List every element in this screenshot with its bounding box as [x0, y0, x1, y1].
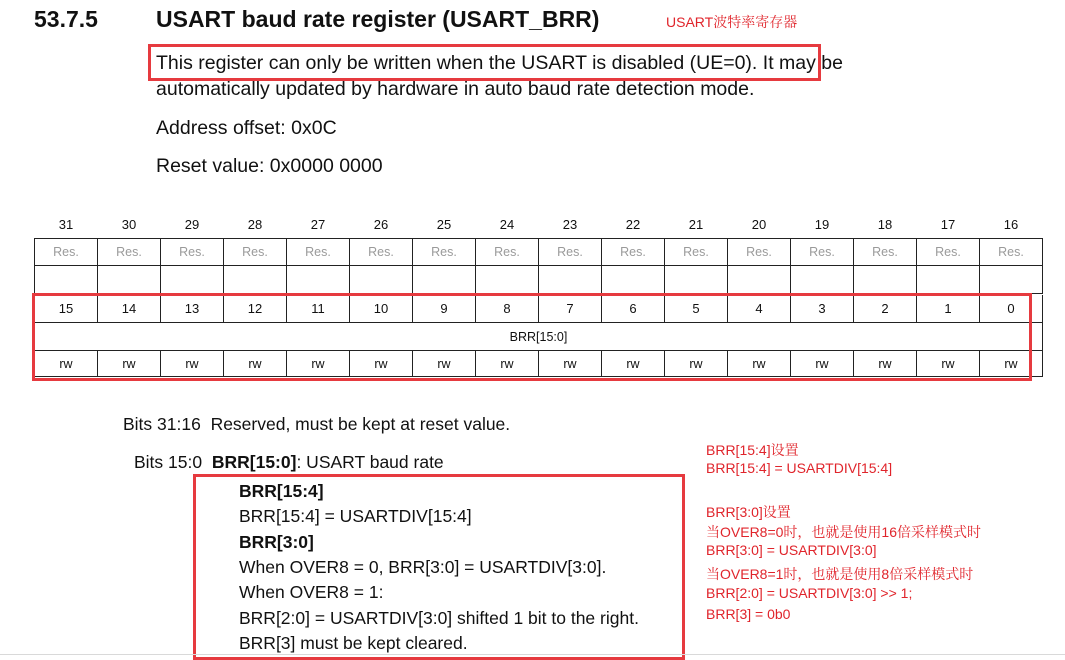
brr-bits-text: : USART baud rate [296, 452, 444, 472]
bit-number: 17 [940, 216, 956, 232]
access-cell: rw [602, 351, 665, 377]
annotation-note: BRR[3] = 0b0 [706, 606, 791, 622]
reserved-cell: Res. [161, 239, 224, 266]
bit-number: 5 [665, 295, 728, 323]
brr-desc-line: When OVER8 = 1: [239, 582, 384, 602]
bit-number: 9 [413, 295, 476, 323]
register-highlight-box [32, 293, 1032, 381]
bit-number: 29 [184, 216, 200, 232]
reserved-cell: Res. [665, 239, 728, 266]
brr-desc-line: BRR[3] must be kept cleared. [239, 633, 468, 653]
bit-number: 19 [814, 216, 830, 232]
reserved-cell: Res. [413, 239, 476, 266]
section-title: USART baud rate register (USART_BRR) [156, 6, 600, 32]
access-cell: rw [35, 351, 98, 377]
access-cell: rw [413, 351, 476, 377]
reserved-cell: Res. [980, 239, 1043, 266]
intro-line-2: automatically updated by hardware in auto baud rate detection mode. [156, 78, 755, 100]
page-bottom-divider [0, 654, 1065, 655]
reserved-cell: Res. [350, 239, 413, 266]
annotation-note: BRR[3:0] = USARTDIV[3:0] [706, 542, 877, 558]
bit-number: 14 [98, 295, 161, 323]
reserved-cell: Res. [98, 239, 161, 266]
bit-number: 13 [161, 295, 224, 323]
bit-number: 21 [688, 216, 704, 232]
brr-desc-line: BRR[3:0] [239, 532, 314, 552]
annotation-note: BRR[15:4] = USARTDIV[15:4] [706, 460, 893, 476]
access-cell: rw [350, 351, 413, 377]
bit-number: 0 [980, 295, 1043, 323]
access-cell: rw [476, 351, 539, 377]
intro-rest-text: It may be [757, 52, 843, 74]
brr-desc-line: BRR[15:4] [239, 481, 324, 501]
section-number: 53.7.5 [34, 6, 98, 32]
bit-number: 24 [499, 216, 515, 232]
bit-number: 27 [310, 216, 326, 232]
access-cell: rw [917, 351, 980, 377]
reserved-cell: Res. [224, 239, 287, 266]
address-offset: Address offset: 0x0C [156, 117, 337, 139]
reserved-cell: Res. [476, 239, 539, 266]
register-upper-table [34, 210, 1043, 294]
bit-number: 3 [791, 295, 854, 323]
reserved-cell: Res. [854, 239, 917, 266]
bit-number: 16 [1003, 216, 1019, 232]
bit-number: 30 [121, 216, 137, 232]
bit-number: 6 [602, 295, 665, 323]
brr-bits-desc [134, 452, 444, 473]
bit-number: 25 [436, 216, 452, 232]
upper-access-row [35, 266, 1043, 294]
access-cell: rw [539, 351, 602, 377]
bit-number: 26 [373, 216, 389, 232]
access-cell: rw [665, 351, 728, 377]
brr-desc-line: BRR[2:0] = USARTDIV[3:0] shifted 1 bit to the right. [239, 608, 639, 628]
annotation-note: BRR[15:4]设置 [706, 442, 799, 458]
bit-number: 4 [728, 295, 791, 323]
brr-bits-range: Bits 15:0 [134, 452, 203, 472]
bit-number: 28 [247, 216, 263, 232]
bit-number: 2 [854, 295, 917, 323]
access-cell: rw [980, 351, 1043, 377]
annotation-note: BRR[2:0] = USARTDIV[3:0] >> 1; [706, 585, 913, 601]
reset-value: Reset value: 0x0000 0000 [156, 155, 383, 177]
annotation-note: 当OVER8=1时，也就是使用8倍采样模式时 [706, 566, 974, 582]
access-cell: rw [98, 351, 161, 377]
upper-bit-numbers [35, 210, 1043, 239]
reserved-cell: Res. [35, 239, 98, 266]
bit-number: 22 [625, 216, 641, 232]
reserved-bits-desc [123, 414, 510, 435]
reserved-row [35, 239, 1043, 266]
bit-number: 31 [58, 216, 74, 232]
bit-number: 11 [287, 295, 350, 323]
bit-number: 20 [751, 216, 767, 232]
reserved-cell: Res. [602, 239, 665, 266]
brr-desc-line: When OVER8 = 0, BRR[3:0] = USARTDIV[3:0]. [239, 557, 607, 577]
reserved-cell: Res. [287, 239, 350, 266]
reserved-cell: Res. [728, 239, 791, 266]
bit-number: 23 [562, 216, 578, 232]
bit-number: 7 [539, 295, 602, 323]
bit-number: 1 [917, 295, 980, 323]
access-cell: rw [728, 351, 791, 377]
access-cell: rw [791, 351, 854, 377]
reserved-bits-text: Reserved, must be kept at reset value. [210, 414, 511, 434]
access-cell: rw [854, 351, 917, 377]
access-cell: rw [287, 351, 350, 377]
reserved-cell: Res. [791, 239, 854, 266]
bit-number: 8 [476, 295, 539, 323]
highlight-box [148, 44, 821, 81]
brr-field-cell: BRR[15:0] [35, 323, 1043, 351]
reserved-bits-range: Bits 31:16 [123, 414, 201, 434]
title-annotation: USART波特率寄存器 [666, 14, 798, 30]
bit-number: 18 [877, 216, 893, 232]
reserved-cell: Res. [917, 239, 980, 266]
annotation-note: 当OVER8=0时，也就是使用16倍采样模式时 [706, 524, 981, 540]
brr-bits-name: BRR[15:0] [211, 452, 297, 472]
access-cell: rw [224, 351, 287, 377]
annotation-note: BRR[3:0]设置 [706, 504, 791, 520]
intro-highlighted-text: This register can only be written when the USART is disabled (UE=0). [156, 52, 758, 74]
bit-number: 10 [350, 295, 413, 323]
bit-number: 15 [35, 295, 98, 323]
reserved-cell: Res. [539, 239, 602, 266]
brr-desc-line: BRR[15:4] = USARTDIV[15:4] [239, 506, 472, 526]
description-highlight-box [193, 474, 685, 660]
bit-number: 12 [224, 295, 287, 323]
access-cell: rw [161, 351, 224, 377]
